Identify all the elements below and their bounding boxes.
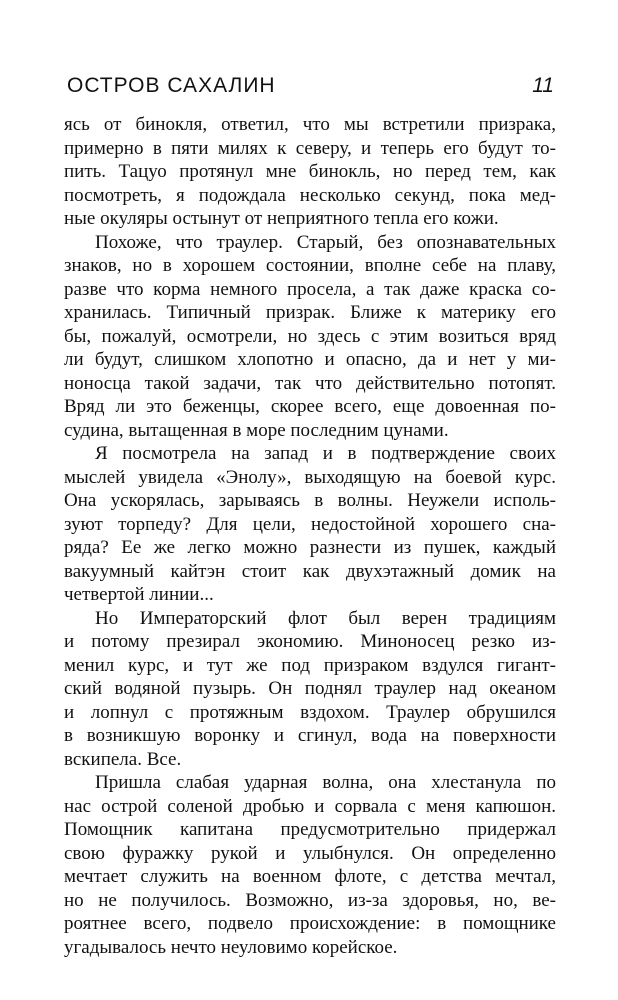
text-line: вакуумный кайтэн стоит как двухэтажный домик на [64, 560, 556, 582]
text-line: ноносца такой задачи, так что действительно потопят. [64, 372, 556, 394]
page-number: 11 [532, 74, 554, 97]
text-line: Вряд ли это беженцы, скорее всего, еще довоенная по- [64, 396, 556, 417]
text-line: ский водяной пузырь. Он поднял траулер над океаном [64, 678, 556, 699]
text-line: нас острой соленой дробью и сорвала с меня капюшон. [64, 795, 556, 817]
text-line: четвертой линии... [64, 584, 214, 605]
text-line: судина, вытащенная в море последним цунами. [64, 419, 449, 441]
text-line: ясь от бинокля, ответил, что мы встретили призрака, [64, 114, 556, 135]
text-line: бы, пожалуй, осмотрели, но здесь с этим возиться вряд [64, 325, 556, 347]
text-line: ли будут, слишком хлопотно и опасно, да и нет у ми- [64, 349, 556, 370]
text-line: свою фуражку рукой и улыбнулся. Он определенно [64, 842, 556, 864]
text-line: знаков, но в хорошем состоянии, вполне себе на плаву, [64, 255, 556, 276]
paragraph [64, 231, 556, 443]
text-line: Пришла слабая ударная волна, она хлестанула по [95, 772, 556, 793]
text-line: хранилась. Типичный призрак. Ближе к материку его [64, 302, 556, 323]
text-line: Я посмотрела на запад и в подтверждение своих [95, 443, 556, 464]
text-line: роятнее всего, подвело происхождение: в помощнике [64, 913, 556, 934]
text-line: Похоже, что траулер. Старый, без опознавательных [95, 231, 556, 253]
text-line: разве что корма немного просела, а так даже краска со- [64, 278, 556, 300]
text-line: и потому презирал экономию. Миноносец резко из- [64, 631, 556, 652]
running-head [67, 72, 554, 102]
paragraph [64, 771, 556, 959]
book-title: ОСТРОВ САХАЛИН [67, 74, 276, 97]
body-text [64, 113, 556, 959]
text-line: посмотреть, я подождала несколько секунд, пока мед- [64, 184, 556, 206]
paragraph [64, 113, 556, 231]
text-line: ные окуляры остынут от неприятного тепла его кожи. [64, 208, 499, 229]
text-line: ряда? Ее же легко можно разнести из пушек, каждый [64, 537, 556, 558]
text-line: Она ускорялась, зарываясь в волны. Неужели исполь- [64, 490, 556, 511]
text-line: пить. Тацуо протянул мне бинокль, но перед тем, как [64, 161, 556, 182]
text-line: примерно в пяти милях к северу, и теперь его будут то- [64, 137, 556, 159]
text-line: зуют торпеду? Для цели, недостойной хорошего сна- [64, 513, 556, 535]
text-line: но не получилось. Возможно, из-за здоровья, но, ве- [64, 889, 556, 911]
paragraph [64, 607, 556, 772]
text-line: угадывалось нечто неуловимо корейское. [64, 936, 398, 958]
text-line: мечтает служить на военном флоте, с детства мечтал, [64, 866, 556, 887]
text-line: Помощник капитана предусмотрительно придержал [64, 819, 556, 840]
text-line: вскипела. Все. [64, 748, 182, 770]
text-line: менил курс, и тут же под призраком вздулся гигант- [64, 654, 556, 676]
text-line: в возникшую воронку и сгинул, вода на поверхности [64, 725, 556, 746]
text-line: и лопнул с протяжным вздохом. Траулер обрушился [64, 701, 556, 723]
paragraph [64, 442, 556, 607]
text-line: Но Императорский флот был верен традициям [95, 607, 556, 629]
text-line: мыслей увидела «Энолу», выходящую на боевой курс. [64, 466, 556, 488]
